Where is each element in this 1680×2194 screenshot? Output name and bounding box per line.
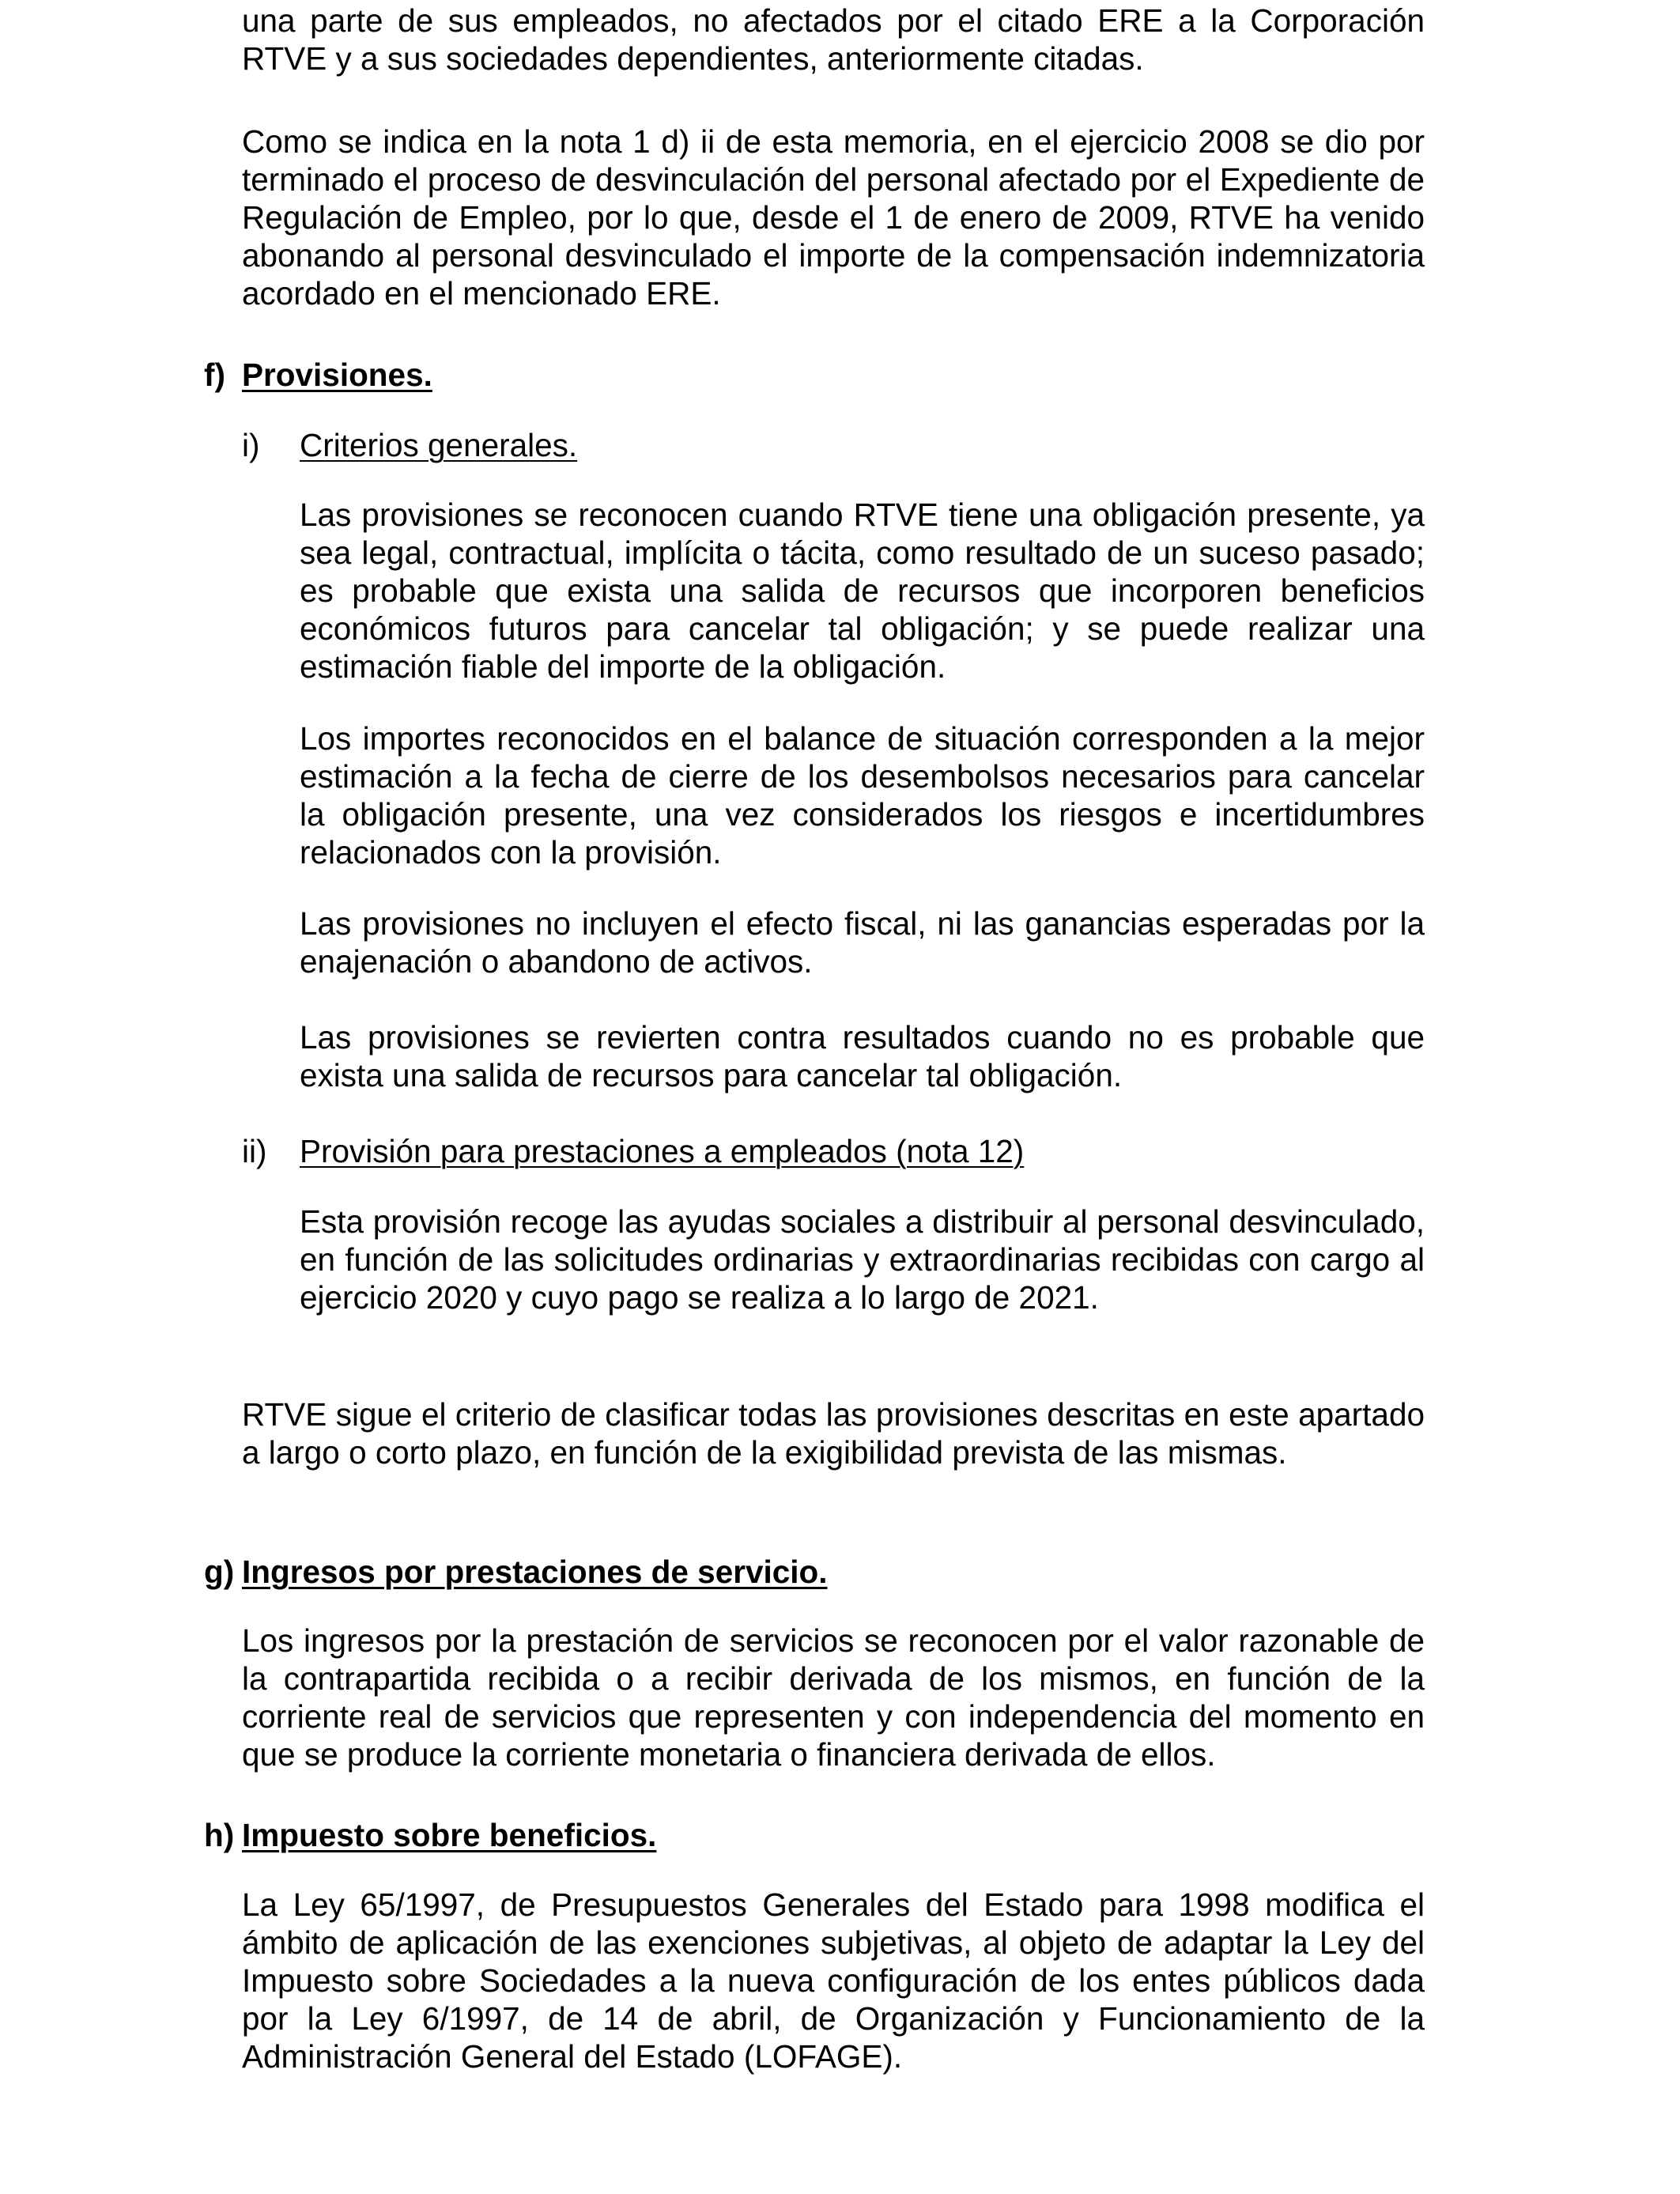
subsection-title: Criterios generales. (300, 427, 578, 463)
paragraph-impuesto: La Ley 65/1997, de Presupuestos Generales del Estado para 1998 modifica el ámbito de aplicación de las exenciones subjetivas, al objeto de adaptar la Ley del Impuesto sobre Sociedades a la nueva configuración de los entes públicos dada por la Ley 6/1997, de 14 de abril, de Organización y Funcionamiento de la Administración General del Estado (LOFAGE). (242, 1886, 1425, 2075)
subsection-marker: i) (242, 427, 260, 463)
section-marker: g) (204, 1554, 235, 1590)
section-title: Ingresos por prestaciones de servicio. (242, 1554, 828, 1590)
paragraph-reversion: Las provisiones se revierten contra resultados cuando no es probable que exista una salida de recursos para cancelar tal obligación. (300, 1019, 1425, 1093)
subsection-marker: ii) (242, 1133, 267, 1169)
paragraph-continuation: una parte de sus empleados, no afectados por el citado ERE a la Corporación RTVE y a sus sociedades dependientes, anteriormente citadas. (242, 2, 1425, 77)
section-heading-impuesto (204, 1816, 656, 1854)
paragraph-ingresos: Los ingresos por la prestación de servicios se reconocen por el valor razonable de la contrapartida recibida o a recibir derivada de los mismos, en función de la corriente real de servicios que representen y con independencia del momento en que se produce la corriente monetaria o financiera derivada de ellos. (242, 1622, 1425, 1773)
paragraph-efecto-fiscal: Las provisiones no incluyen el efecto fiscal, ni las ganancias esperadas por la enajenación o abandono de activos. (300, 905, 1425, 980)
subsection-heading-prestaciones (242, 1132, 1024, 1170)
section-heading-provisiones (204, 356, 432, 394)
section-title: Provisiones. (242, 357, 432, 393)
paragraph-ere-termination: Como se indica en la nota 1 d) ii de esta memoria, en el ejercicio 2008 se dio por terminado el proceso de desvinculación del personal afectado por el Expediente de Regulación de Empleo, por lo que, desde el 1 de enero de 2009, RTVE ha venido abonando al personal desvinculado el importe de la compensación indemnizatoria acordado en el mencionado ERE. (242, 123, 1425, 312)
paragraph-provisiones-reconocimiento: Las provisiones se reconocen cuando RTVE tiene una obligación presente, ya sea legal, contractual, implícita o tácita, como resultado de un suceso pasado; es probable que exista una salida de recursos que incorporen beneficios económicos futuros para cancelar tal obligación; y se puede realizar una estimación fiable del importe de la obligación. (300, 497, 1425, 685)
paragraph-ayudas-sociales: Esta provisión recoge las ayudas sociales a distribuir al personal desvinculado, en función de las solicitudes ordinarias y extraordinarias recibidas con cargo al ejercicio 2020 y cuyo pago se realiza a lo largo de 2021. (300, 1203, 1425, 1316)
section-heading-ingresos (204, 1553, 828, 1591)
paragraph-importes-reconocidos: Los importes reconocidos en el balance de situación corresponden a la mejor estimación a la fecha de cierre de los desembolsos necesarios para cancelar la obligación presente, una vez considerados los riesgos e incertidumbres relacionados con la provisión. (300, 720, 1425, 870)
section-marker: h) (204, 1817, 235, 1853)
section-title: Impuesto sobre beneficios. (242, 1817, 657, 1853)
subsection-heading-criterios (242, 426, 577, 464)
subsection-title: Provisión para prestaciones a empleados (nota 12) (300, 1133, 1025, 1169)
section-marker: f) (204, 357, 225, 393)
paragraph-clasificacion-provisiones: RTVE sigue el criterio de clasificar todas las provisiones descritas en este apartado a largo o corto plazo, en función de la exigibilidad prevista de las mismas. (242, 1396, 1425, 1471)
